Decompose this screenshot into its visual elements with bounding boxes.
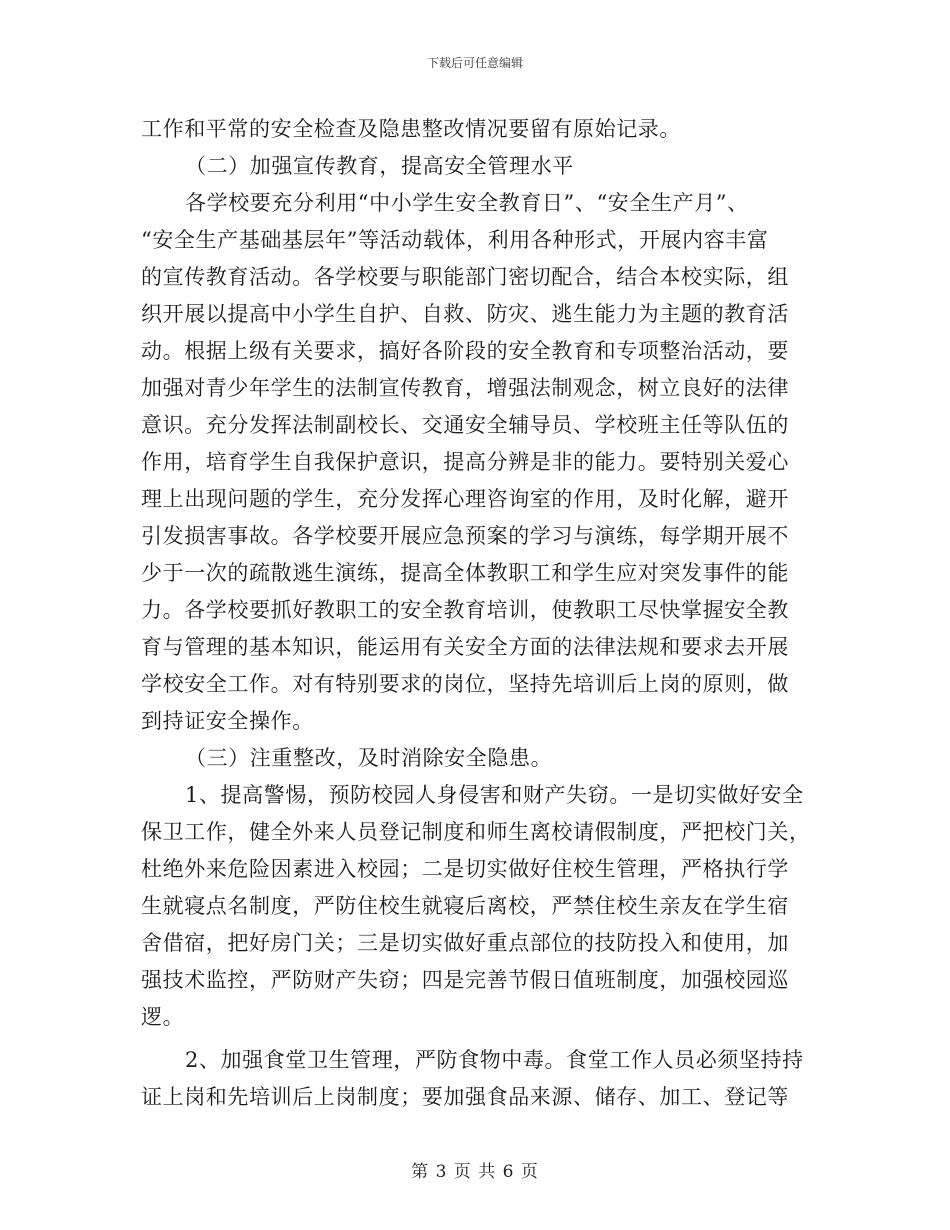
body-line: 杜绝外来危险因素进入校园；二是切实做好住校生管理，严格执行学 [141,857,789,881]
body-line: 动。根据上级有关要求，搞好各阶段的安全教育和专项整治活动，要 [141,339,789,363]
body-line: 少于一次的疏散逃生演练，提高全体教职工和学生应对突发事件的能 [141,561,789,585]
page-footer: 第 3 页 共 6 页 [411,1162,539,1182]
paragraph-first-line: 2、加强食堂卫生管理，严防食物中毒。食堂工作人员必须坚持持 [185,1048,804,1072]
body-line: 证上岗和先培训后上岗制度；要加强食品来源、储存、加工、登记等 [141,1085,789,1109]
document-body [141,111,813,1116]
body-line: 力。各学校要抓好教职工的安全教育培训，使教职工尽快掌握安全教 [141,598,789,622]
body-line: 逻。 [141,1005,185,1029]
body-line: “安全生产基础基层年”等活动载体，利用各种形式，开展内容丰富 [141,228,769,252]
body-line: 意识。充分发挥法制副校长、交通安全辅导员、学校班主任等队伍的 [141,413,789,437]
body-line: 的宣传教育活动。各学校要与职能部门密切配合，结合本校实际，组 [141,265,789,289]
body-line: 保卫工作，健全外来人员登记制度和师生离校请假制度，严把校门关， [141,820,811,844]
body-line: 作用，培育学生自我保护意识，提高分辨是非的能力。要特别关爱心 [141,450,789,474]
body-line: 强技术监控，严防财产失窃；四是完善节假日值班制度，加强校园巡 [141,968,789,992]
page-header: 下载后可任意编辑 [426,56,523,70]
body-line: 工作和平常的安全检查及隐患整改情况要留有原始记录。 [141,117,681,141]
body-line: 引发损害事故。各学校要开展应急预案的学习与演练，每学期开展不 [141,524,789,548]
body-line: 学校安全工作。对有特别要求的岗位，坚持先培训后上岗的原则，做 [141,672,789,696]
section-heading: （二）加强宣传教育，提高安全管理水平 [185,154,574,178]
paragraph-first-line: 各学校要充分利用“中小学生安全教育日”、“安全生产月”、 [185,191,749,215]
body-line: 理上出现问题的学生，充分发挥心理咨询室的作用，及时化解，避开 [141,487,789,511]
body-line: 到持证安全操作。 [141,709,314,733]
body-line: 生就寝点名制度，严防住校生就寝后离校，严禁住校生亲友在学生宿 [141,894,789,918]
body-line: 织开展以提高中小学生自护、自救、防灾、逃生能力为主题的教育活 [141,302,789,326]
paragraph-first-line: 1、提高警惕，预防校园人身侵害和财产失窃。一是切实做好安全 [185,783,804,807]
body-line: 舍借宿，把好房门关；三是切实做好重点部位的技防投入和使用，加 [141,931,789,955]
body-line: 育与管理的基本知识，能运用有关安全方面的法律法规和要求去开展 [141,635,789,659]
section-heading: （三）注重整改，及时消除安全隐患。 [185,746,553,770]
body-line: 加强对青少年学生的法制宣传教育，增强法制观念，树立良好的法律 [141,376,789,400]
